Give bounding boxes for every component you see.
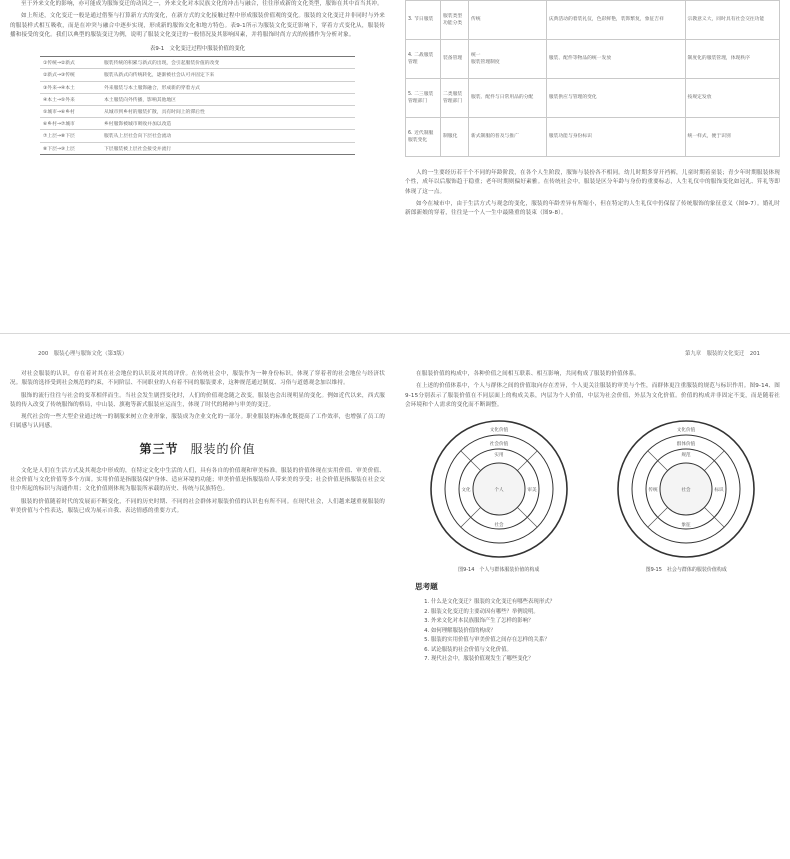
table-row [40, 118, 355, 130]
section-heading [10, 440, 385, 457]
paragraph: 文化是人们在生活方式及其观念中形成的，在特定文化中生活的人们，具有各自的价值观和审美标准。服装的价值体现在实用价值、审美价值、社会价值与文化价值等多个方面。实用价值是指服装保护身体、适应环境的功能；审美价值是指服装给人带来美的享受；社会价值是指服装在社会交往中所起的标识与沟通作用；文化价值则体现为服装所承载的历史、传统与民族特色。 [10, 467, 385, 493]
ring-segment-label: 文化 [461, 488, 471, 494]
question-item: 4. 如何理解服装价值的构成？ [431, 627, 780, 637]
ring-segment-label: 审美 [527, 488, 537, 494]
table-cell: 统一 服装管理制度 [468, 40, 546, 79]
figure-caption: 图9-14 个人与群体服装价值的构成 [458, 567, 540, 574]
middle-ring-label: 社会价值 [489, 442, 508, 448]
figure-row [405, 414, 780, 573]
table-9-1-caption: 表9-1 文化变迁过程中服装价值的变化 [149, 46, 246, 53]
table-row [406, 118, 780, 157]
table-cell: 服装供应与管理的变化 [546, 79, 685, 118]
table-9-1 [40, 56, 355, 155]
question-item: 5. 服装的实用价值与审美价值之间存在怎样的关系？ [431, 636, 780, 646]
table-cell: 3. 节日服装 [406, 1, 441, 40]
paragraph: 服饰的流行往往与社会的变革相伴而生。当社会发生剧烈变化时，人们的价值观念随之改变，服装也会出现明显的变化。例如近代以来，西式服装的传入改变了传统服饰的格局，中山装、旗袍等新式服装应运而生，体现了时代的精神与审美的变迁。 [10, 392, 385, 408]
center-label: 社会 [681, 488, 691, 494]
question-item: 1. 什么是文化变迁？服装的文化变迁有哪些表现形式？ [431, 598, 780, 608]
table-cell: 6. 近代制服 服装变化 [406, 118, 441, 157]
table-cell: 制服化 [440, 118, 468, 157]
table-cell: ④本土→⑤外来 [40, 93, 101, 105]
top-left-page [10, 0, 385, 155]
divider-line [461, 451, 481, 471]
bottom-left-page [10, 370, 385, 519]
paragraph: 人的一生要经历若干个不同的年龄阶段，在各个人生阶段，服饰与装扮各不相同。幼儿时期多穿开裆裤，儿童时期着童装；青少年时期服装体现个性，成年以后服饰趋于稳重；老年时期则偏好素雅。在传统社会中，服装是区分年龄与身份的重要标志，人生礼仪中的服饰变化如冠礼、笄礼等即体现了这一点。 [405, 170, 780, 195]
divider-line [517, 508, 537, 528]
top-spread [10, 0, 780, 325]
concentric-diagram [414, 414, 584, 564]
figure [599, 414, 774, 573]
table-cell: 服装功能与身份标识 [546, 118, 685, 157]
table-cell: 服装类型 功能分类 [440, 1, 468, 40]
bottom-right-page [405, 370, 780, 665]
top-right-page [405, 0, 780, 221]
table-cell: 从城市到乡村的服装扩散，具有时间上的滞后性 [101, 105, 355, 117]
table-row [40, 81, 355, 93]
section-subtitle: 服装的价值 [190, 441, 256, 456]
divider-line [517, 451, 537, 471]
ring-segment-label: 规范 [681, 453, 691, 459]
divider-line [648, 508, 668, 528]
table-cell: 统一样式，便于识别 [685, 118, 779, 157]
table-row [40, 130, 355, 142]
question-list [405, 598, 780, 665]
table-cell: ③外来→④本土 [40, 81, 101, 93]
bottom-left-text [10, 370, 385, 432]
table-cell: ②新式→③传统 [40, 69, 101, 81]
ring-segment-label: 社会 [494, 523, 504, 529]
table-cell: ①传统→②新式 [40, 57, 101, 69]
table-cell: ⑦上层→⑧下层 [40, 130, 101, 142]
table-cell: 按规定发放 [685, 79, 779, 118]
divider-line [705, 451, 725, 471]
table-cell: 服装、配件与日常用品的分配 [468, 79, 546, 118]
ring-segment-label: 象征 [681, 523, 691, 529]
right-classification-table [405, 0, 780, 157]
outer-ring-label: 文化价值 [489, 428, 508, 434]
table-cell: 传统 [468, 1, 546, 40]
bottom-spread [10, 340, 780, 859]
left-running-head: 200 服装心理与服饰文化（第3版） [38, 351, 128, 357]
concentric-diagram [601, 414, 771, 564]
outer-ring-label: 文化价值 [677, 428, 696, 434]
middle-ring-label: 群体价值 [677, 442, 696, 448]
figure-caption: 图9-15 社会与群体的服装价值构成 [645, 567, 727, 574]
section-number: 第三节 [139, 441, 179, 456]
top-left-text [10, 0, 385, 40]
table-row [40, 69, 355, 81]
paragraph: 如今在城市中，由于生活方式与观念的变化，服装的年龄差异有所缩小，但在特定的人生礼仪中仍保留了传统服饰的象征意义（图9-7）。婚礼时新郎新娘的穿着，往往是一个人一生中最隆重的装束（图9-8）。 [405, 200, 780, 217]
ring-segment-label: 实用 [494, 453, 504, 459]
table-cell: 宗教意义大，同时具有社会交往功能 [685, 1, 779, 40]
table-cell: 服装、配件等物品的统一发放 [546, 40, 685, 79]
paragraph: 在上述的价值体系中，个人与群体之间的价值取向存在差异，个人更关注服装的审美与个性，而群体更注重服装的规范与标识作用。图9-14、图9-15分别表示了服装价值在不同层面上的构成关系，内层为个人价值，中层为社会价值，外层为文化价值。价值的构成并非固定不变，而是随着社会环境和个人需求的变化而不断调整。 [405, 383, 780, 408]
table-cell: ⑥乡村→⑦城市 [40, 118, 101, 130]
table-cell: 新式制服的普及与推广 [468, 118, 546, 157]
table-row [40, 142, 355, 154]
table-row [406, 79, 780, 118]
bottom-right-text [405, 370, 780, 410]
question-item: 6. 试论服装的社会价值与文化价值。 [431, 646, 780, 656]
table-row [406, 1, 780, 40]
table-cell: 庆典活动的着装礼仪，色彩鲜艳，装饰繁复，象征吉祥 [546, 1, 685, 40]
table-cell: 服装传统的积累与新式的出现，会引起服装价值的改变 [101, 57, 355, 69]
center-label: 个人 [494, 488, 504, 494]
paragraph: 在服装价值的构成中，各种价值之间相互联系、相互影响，共同构成了服装的价值体系。 [416, 371, 641, 377]
question-item: 7. 现代社会中，服装价值观发生了哪些变化？ [431, 655, 780, 665]
divider-line [648, 451, 668, 471]
table-row [40, 105, 355, 117]
question-item: 2. 服装文化变迁的主要动因有哪些？举例说明。 [431, 608, 780, 618]
ring-segment-label: 传统 [648, 488, 658, 494]
table-cell: 二类服装 管理部门 [440, 79, 468, 118]
paragraph: 对社会服装的认识，存在着对其在社会地位的认识及对其的评价。在传统社会中，服装作为一种身份标识，体现了穿着者的社会地位与经济状况。服装的选择受到社会规范的约束，不同阶层、不同职业的人有着不同的服装要求，这种规范通过制度、习俗与道德观念加以维持。 [10, 371, 385, 387]
paragraph: 服装的价值随着时代的发展而不断变化，不同的历史时期、不同的社会群体对服装价值的认识也有所不同。在现代社会，人们越来越重视服装的审美价值与个性表达，服装已成为展示自我、表达情感的重要方式。 [10, 498, 385, 514]
table-cell: 服装从新式向传统转化，逐渐被社会认可并固定下来 [101, 69, 355, 81]
divider-line [461, 508, 481, 528]
paragraph: 现代社会的一些大型企业通过统一的制服来树立企业形象，服装成为企业文化的一部分。职业服装的标准化既提高了工作效率，也增强了员工的归属感与认同感。 [10, 414, 385, 430]
paragraph: 至于外来文化的影响，亦可能成为服饰变迁的动因之一，外来文化对本民族文化的冲击与融合，往往形成新的文化类型，服饰在其中首当其冲。 [21, 1, 383, 7]
table-cell: 乡村服饰被城市吸收并加以改造 [101, 118, 355, 130]
table-cell: 4. 二战服装 管理 [406, 40, 441, 79]
table-cell: 本土服装向外传播，影响其他地区 [101, 93, 355, 105]
table-cell: ⑧下层→⑨上层 [40, 142, 101, 154]
table-cell: 服装从上层社会向下层社会流动 [101, 130, 355, 142]
ring-segment-label: 标识 [714, 488, 724, 494]
table-cell: ⑤城市→⑥乡村 [40, 105, 101, 117]
table-cell: 制度化的服装管理，体现秩序 [685, 40, 779, 79]
table-row [40, 93, 355, 105]
right-running-head: 第九章 服装的文化变迁 201 [685, 351, 760, 357]
table-row [40, 57, 355, 69]
section-text [10, 467, 385, 516]
divider-line [705, 508, 725, 528]
top-right-text [405, 169, 780, 218]
spread-divider [0, 333, 790, 334]
table-cell: 装备管理 [440, 40, 468, 79]
table-cell: 5. 二三服装 管理部门 [406, 79, 441, 118]
table-cell: 外来服装与本土服饰融合，形成新的穿着方式 [101, 81, 355, 93]
table-cell: 下层服装被上层社会接受并流行 [101, 142, 355, 154]
think-title: 思考题 [415, 582, 438, 592]
table-row [406, 40, 780, 79]
paragraph: 如上所述，文化变迁一般是通过借鉴与打算新方式的变化，在新方式的文化接触过程中形成服装价值观的变化。服装的文化变迁并非同时与外来的服装样式相互吸收，而是在冲突与融合中逐步实现，形成新的服饰文化和地方特色。表9-1所示为服装文化变迁影响下，穿着方式变化从，服装传播和接受的变化。我们以典型的服装变迁为例，说明了服装文化变迁的一般情况及其影响因素，并将服饰时尚方式的传播作为分析对象。 [10, 13, 385, 38]
figure [411, 414, 586, 573]
question-item: 3. 外来文化对本民族服饰产生了怎样的影响？ [431, 617, 780, 627]
